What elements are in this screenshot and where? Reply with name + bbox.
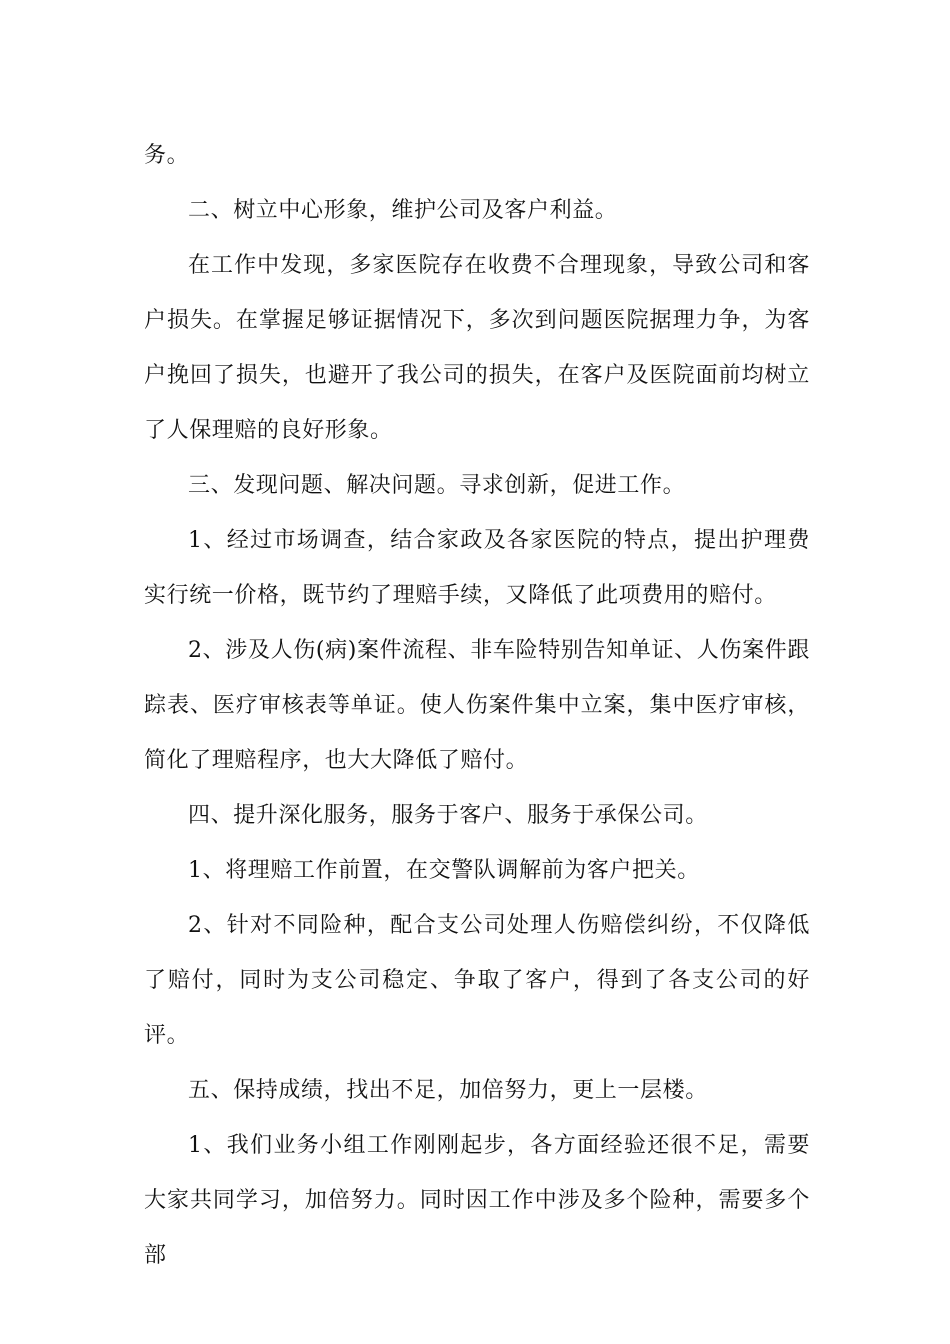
paragraph-item-5-1: 1、我们业务小组工作刚刚起步，各方面经验还很不足，需要大家共同学习，加倍努力。同时因工作中涉及多个险种，需要多个部 (144, 1133, 810, 1268)
document-body (144, 128, 810, 1283)
heading-section-2: 二、树立中心形象，维护公司及客户利益。 (188, 198, 618, 223)
paragraph-hospital-fees: 在工作中发现，多家医院存在收费不合理现象，导致公司和客户损失。在掌握足够证据情况下，多次到问题医院据理力争，为客户挽回了损失，也避开了我公司的损失，在客户及医院面前均树立了人保理赔的良好形象。 (144, 253, 810, 443)
paragraph-item-4-1: 1、将理赔工作前置，在交警队调解前为客户把关。 (188, 858, 700, 883)
paragraph-item-3-1: 1、经过市场调查，结合家政及各家医院的特点，提出护理费实行统一价格，既节约了理赔手续，又降低了此项费用的赔付。 (144, 528, 810, 608)
paragraph-item-3-2: 2、涉及人伤(病)案件流程、非车险特别告知单证、人伤案件跟踪表、医疗审核表等单证。使人伤案件集中立案，集中医疗审核，简化了理赔程序，也大大降低了赔付。 (144, 638, 810, 773)
paragraph-item-4-2: 2、针对不同险种，配合支公司处理人伤赔偿纠纷，不仅降低了赔付，同时为支公司稳定、争取了客户，得到了各支公司的好评。 (144, 913, 810, 1048)
heading-section-4: 四、提升深化服务，服务于客户、服务于承保公司。 (188, 803, 708, 828)
paragraph-continuation: 务。 (144, 143, 190, 168)
heading-section-5: 五、保持成绩，找出不足，加倍努力，更上一层楼。 (188, 1078, 708, 1103)
heading-section-3: 三、发现问题、解决问题。寻求创新，促进工作。 (188, 473, 686, 498)
